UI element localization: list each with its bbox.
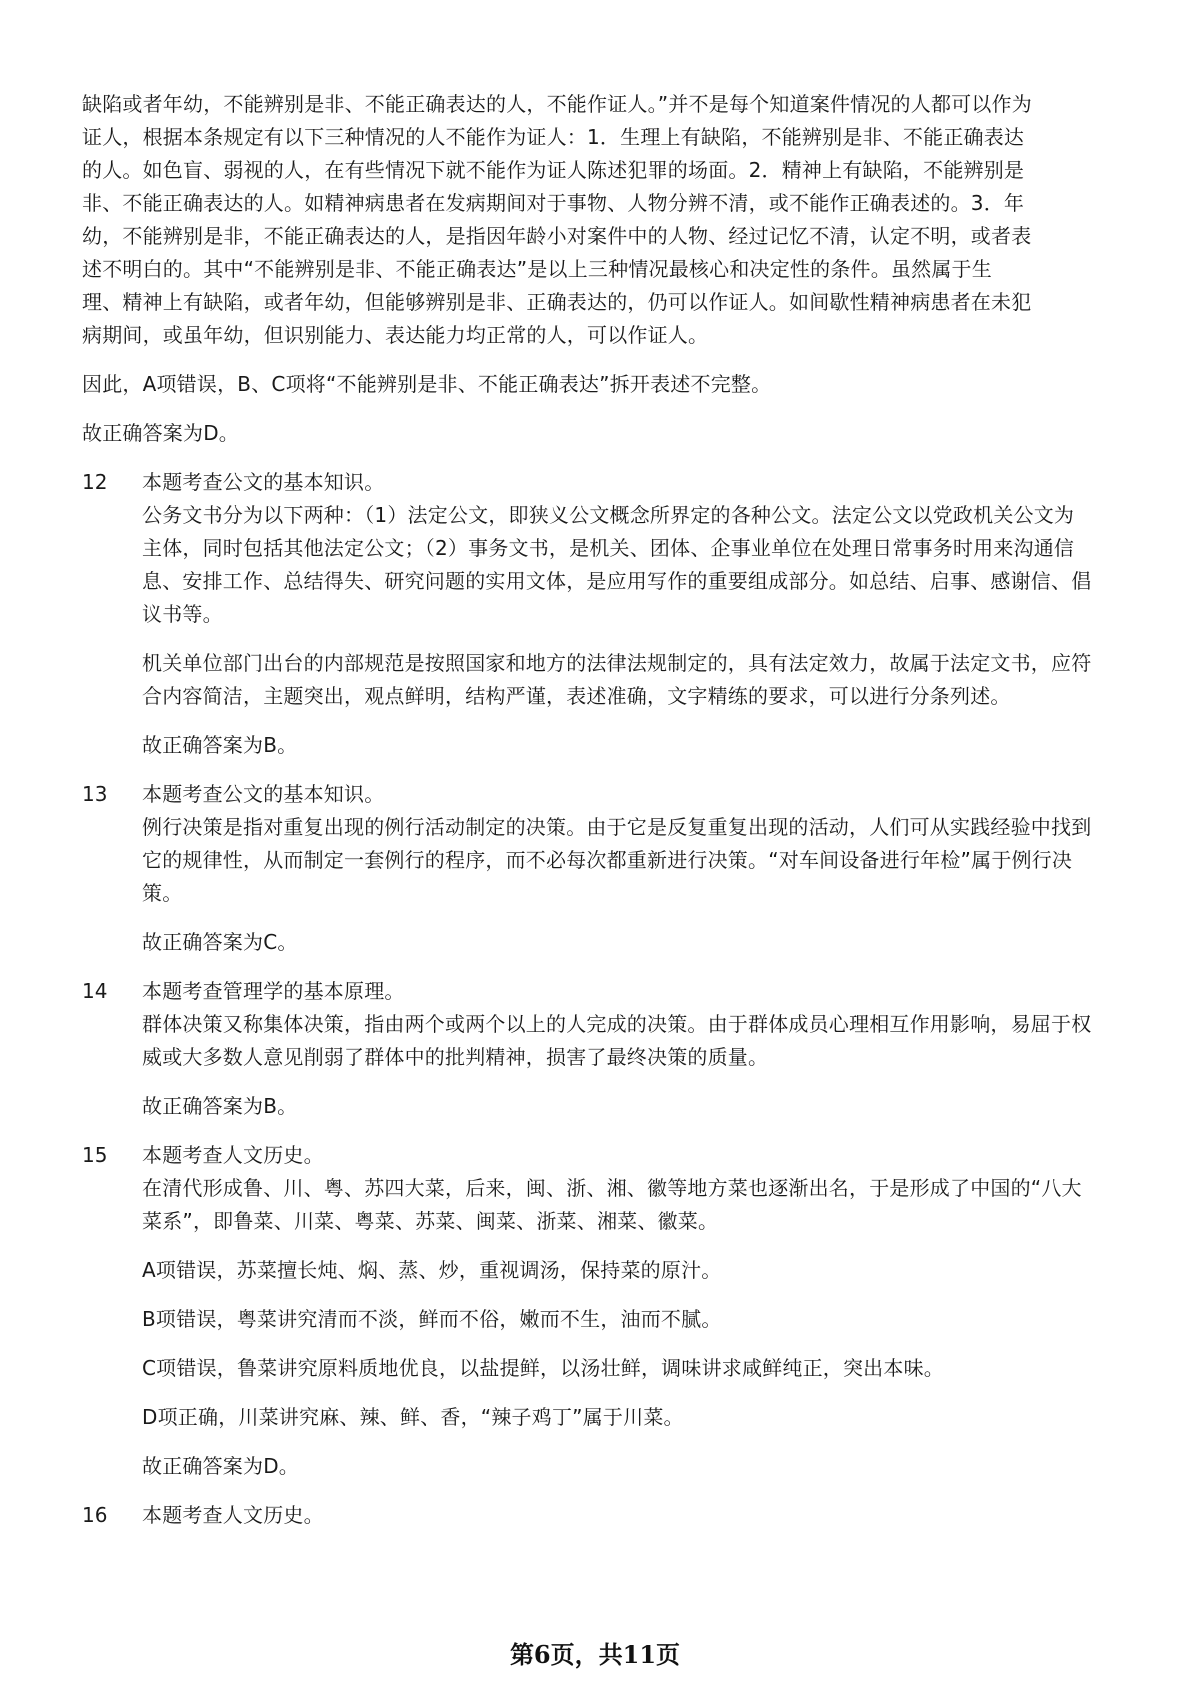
option-analysis: A项错误，苏菜擅长炖、焖、蒸、炒，重视调汤，保持菜的原汁。	[142, 1258, 722, 1282]
item-heading: 本题考查管理学的基本原理。	[142, 979, 405, 1003]
item-body	[142, 466, 1092, 499]
item-heading: 本题考查公文的基本知识。	[142, 782, 385, 806]
item-heading: 本题考查人文历史。	[142, 1143, 324, 1167]
option-analysis: B项错误，粤菜讲究清而不淡，鲜而不俗，嫩而不生，油而不腻。	[142, 1307, 722, 1331]
explanation-paragraph: 公务文书分为以下两种：（1）法定公文，即狭义公文概念所界定的各种公文。法定公文以党政机关公文为主体，同时包括其他法定公文；（2）事务文书，是机关、团体、企事业单位在处理日常事务时用来沟通信息、安排工作、总结得失、研究问题的实用文体，是应用写作的重要组成部分。如总结、启事、感谢信、倡议书等。	[142, 503, 1092, 626]
continuation-answer: 故正确答案为D。	[82, 421, 240, 445]
item-number: 14	[82, 979, 108, 1003]
item-body	[142, 778, 1092, 811]
answer-item-14	[82, 975, 1092, 1008]
answer-line: 故正确答案为C。	[142, 930, 298, 954]
item-body	[142, 1139, 1092, 1172]
item-body	[142, 1499, 1092, 1532]
item-number: 12	[82, 470, 108, 494]
answer-line: 故正确答案为B。	[142, 1094, 298, 1118]
option-analysis: C项错误，鲁菜讲究原料质地优良，以盐提鲜，以汤壮鲜，调味讲求咸鲜纯正，突出本味。	[142, 1356, 944, 1380]
item-number: 13	[82, 782, 108, 806]
answer-item-13	[82, 778, 1092, 811]
continuation-paragraph: 因此，A项错误，B、C项将“不能辨别是非、不能正确表达”拆开表述不完整。	[82, 372, 772, 396]
item-explanation	[142, 811, 1092, 959]
item-number: 16	[82, 1503, 108, 1527]
answer-line: 故正确答案为B。	[142, 733, 298, 757]
item-number: 15	[82, 1143, 108, 1167]
item-explanation	[142, 1172, 1092, 1483]
explanation-paragraph: 在清代形成鲁、川、粤、苏四大菜，后来，闽、浙、湘、徽等地方菜也逐渐出名，于是形成了中国的“八大菜系”，即鲁菜、川菜、粤菜、苏菜、闽菜、浙菜、湘菜、徽菜。	[142, 1176, 1082, 1233]
continuation-block	[82, 88, 1032, 450]
option-analysis: D项正确，川菜讲究麻、辣、鲜、香，“辣子鸡丁”属于川菜。	[142, 1405, 684, 1429]
continuation-paragraph: 缺陷或者年幼，不能辨别是非、不能正确表达的人，不能作证人。”并不是每个知道案件情况的人都可以作为证人，根据本条规定有以下三种情况的人不能作为证人：1．生理上有缺陷，不能辨别是非、不能正确表达的人。如色盲、弱视的人，在有些情况下就不能作为证人陈述犯罪的场面。2．精神上有缺陷，不能辨别是非、不能正确表达的人。如精神病患者在发病期间对于事物、人物分辨不清，或不能作正确表述的。3．年幼，不能辨别是非，不能正确表达的人，是指因年龄小对案件中的人物、经过记忆不清，认定不明，或者表述不明白的。其中“不能辨别是非、不能正确表达”是以上三种情况最核心和决定性的条件。虽然属于生理、精神上有缺陷，或者年幼，但能够辨别是非、正确表达的，仍可以作证人。如间歇性精神病患者在未犯病期间，或虽年幼，但识别能力、表达能力均正常的人，可以作证人。	[82, 92, 1032, 347]
answer-item-16	[82, 1499, 1092, 1532]
item-explanation	[142, 1008, 1092, 1123]
explanation-paragraph: 例行决策是指对重复出现的例行活动制定的决策。由于它是反复重复出现的活动，人们可从实践经验中找到它的规律性，从而制定一套例行的程序，而不必每次都重新进行决策。“对车间设备进行年检”属于例行决策。	[142, 815, 1092, 905]
item-explanation	[142, 499, 1092, 762]
answer-line: 故正确答案为D。	[142, 1454, 300, 1478]
page-content	[82, 88, 1092, 1548]
item-heading: 本题考查人文历史。	[142, 1503, 324, 1527]
page-number: 第6页，共11页	[509, 1640, 681, 1669]
answer-item-12	[82, 466, 1092, 499]
explanation-paragraph: 机关单位部门出台的内部规范是按照国家和地方的法律法规制定的，具有法定效力，故属于法定文书，应符合内容简洁，主题突出，观点鲜明，结构严谨，表述准确，文字精练的要求，可以进行分条列述。	[142, 651, 1092, 708]
explanation-paragraph: 群体决策又称集体决策，指由两个或两个以上的人完成的决策。由于群体成员心理相互作用影响，易屈于权威或大多数人意见削弱了群体中的批判精神，损害了最终决策的质量。	[142, 1012, 1092, 1069]
answer-item-15	[82, 1139, 1092, 1172]
item-heading: 本题考查公文的基本知识。	[142, 470, 385, 494]
item-body	[142, 975, 1092, 1008]
